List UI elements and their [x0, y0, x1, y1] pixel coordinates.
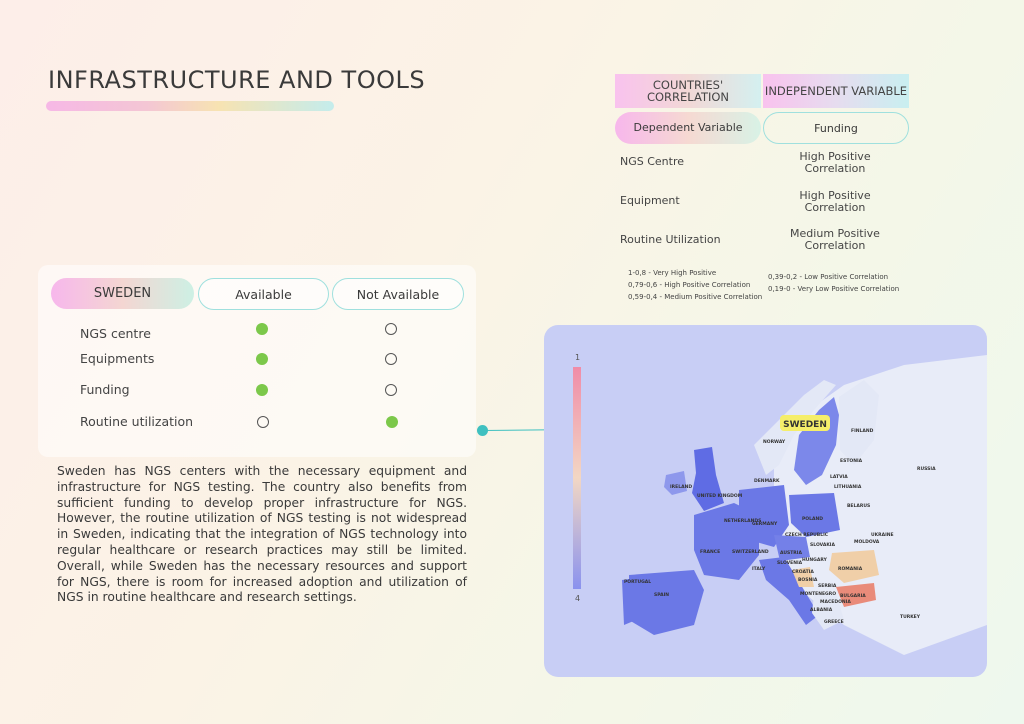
country-label: CROATIA — [792, 570, 814, 575]
country-label: IRELAND — [670, 485, 693, 490]
country-label: NETHERLANDS — [724, 519, 762, 524]
available-dot — [256, 384, 268, 396]
color-scale-bar — [573, 367, 581, 589]
row-label-ngs-centre: NGS centre — [80, 326, 151, 341]
country-label: HUNGARY — [802, 558, 827, 563]
not-available-dot — [385, 353, 397, 365]
corr-row-label: Equipment — [620, 194, 680, 207]
available-dot — [256, 353, 268, 365]
not-available-dot — [386, 416, 398, 428]
dependent-variable-pill: Dependent Variable — [615, 112, 761, 144]
independent-variable-header: INDEPENDENT VARIABLE — [763, 74, 909, 108]
europe-map — [544, 325, 987, 677]
countries-correlation-header: COUNTRIES' CORRELATION — [615, 74, 761, 108]
country-label: POLAND — [802, 517, 823, 522]
funding-pill: Funding — [763, 112, 909, 144]
correlation-legend-left — [628, 267, 762, 303]
corr-row-value: Medium Positive Correlation — [790, 227, 880, 252]
corr-row-value: High Positive Correlation — [799, 189, 871, 214]
row-label-routine-utilization: Routine utilization — [80, 414, 194, 429]
available-header: Available — [198, 278, 329, 310]
country-label: MOLDOVA — [854, 540, 880, 545]
country-label: MACEDONIA — [820, 600, 851, 605]
country-label: LITHUANIA — [834, 485, 862, 490]
correlation-legend-right — [768, 271, 899, 295]
legend-item: 1-0,8 - Very High Positive — [628, 269, 717, 277]
country-label: PORTUGAL — [624, 580, 652, 585]
country-label: ESTONIA — [840, 459, 863, 464]
country-label: MONTENEGRO — [800, 592, 837, 597]
country-label: ROMANIA — [838, 567, 863, 572]
country-label: BULGARIA — [840, 594, 866, 599]
country-label: SPAIN — [654, 593, 670, 598]
ireland-shape — [664, 471, 687, 495]
country-label: SLOVENIA — [777, 561, 803, 566]
sweden-description: Sweden has NGS centers with the necessary equipment and infrastructure for NGS testing. The country also benefits from sufficient funding to develop proper infrastructure for NGS. However, the routine utilization of NGS testing is not widespread in Sweden, indicating that the integration of NGS technology into regular healthcare or research practices may still be limited. Overall, while Sweden has the necessary resources and support for NGS, there is room for increased adoption and utilization of NGS in routine healthcare and research settings. — [57, 464, 467, 605]
available-dot — [256, 323, 268, 335]
country-label: FINLAND — [851, 429, 874, 434]
available-dot — [257, 416, 269, 428]
title-underline — [46, 101, 334, 111]
country-label: DENMARK — [754, 479, 780, 484]
not-available-dot — [385, 384, 397, 396]
row-label-funding: Funding — [80, 382, 130, 397]
country-label: RUSSIA — [917, 467, 936, 472]
country-label: UNITED KINGDOM — [697, 494, 743, 499]
corr-row-label: NGS Centre — [620, 155, 685, 168]
uk-shape — [692, 447, 724, 511]
country-label: UKRAINE — [871, 533, 894, 538]
country-label: LATVIA — [830, 475, 848, 480]
country-label: SERBIA — [818, 584, 837, 589]
country-label: BELARUS — [847, 504, 871, 509]
legend-item: 0,19-0 - Very Low Positive Correlation — [768, 285, 900, 293]
legend-item: 0,59-0,4 - Medium Positive Correlation — [628, 293, 763, 301]
country-label: AUSTRIA — [780, 551, 802, 556]
not-available-dot — [385, 323, 397, 335]
country-label: TURKEY — [900, 615, 921, 620]
country-label: GERMANY — [752, 522, 778, 527]
sweden-map-label: SWEDEN — [783, 420, 827, 430]
page-title: INFRASTRUCTURE AND TOOLS — [48, 66, 426, 94]
country-label: BOSNIA — [798, 578, 818, 583]
row-label-equipments: Equipments — [80, 351, 155, 366]
country-label: ALBANIA — [810, 608, 833, 613]
corr-row-label: Routine Utilization — [620, 233, 721, 246]
portugal-shape — [622, 578, 636, 625]
scale-top-label: 1 — [575, 353, 581, 362]
legend-item: 0,79-0,6 - High Positive Correlation — [628, 281, 751, 289]
country-label: SWITZERLAND — [732, 550, 769, 555]
corr-row-value: High Positive Correlation — [799, 150, 871, 175]
country-label: CZECH REPUBLIC — [785, 533, 829, 538]
country-label: ITALY — [752, 567, 766, 572]
legend-item: 0,39-0,2 - Low Positive Correlation — [768, 273, 889, 281]
country-label: FRANCE — [700, 550, 721, 555]
europe-map-svg — [544, 325, 987, 677]
country-label: NORWAY — [763, 440, 786, 445]
sweden-label: SWEDEN — [51, 278, 194, 309]
country-label: SLOVAKIA — [810, 543, 835, 548]
country-label: GREECE — [824, 620, 844, 625]
scale-bottom-label: 4 — [575, 594, 581, 603]
not-available-header: Not Available — [332, 278, 464, 310]
